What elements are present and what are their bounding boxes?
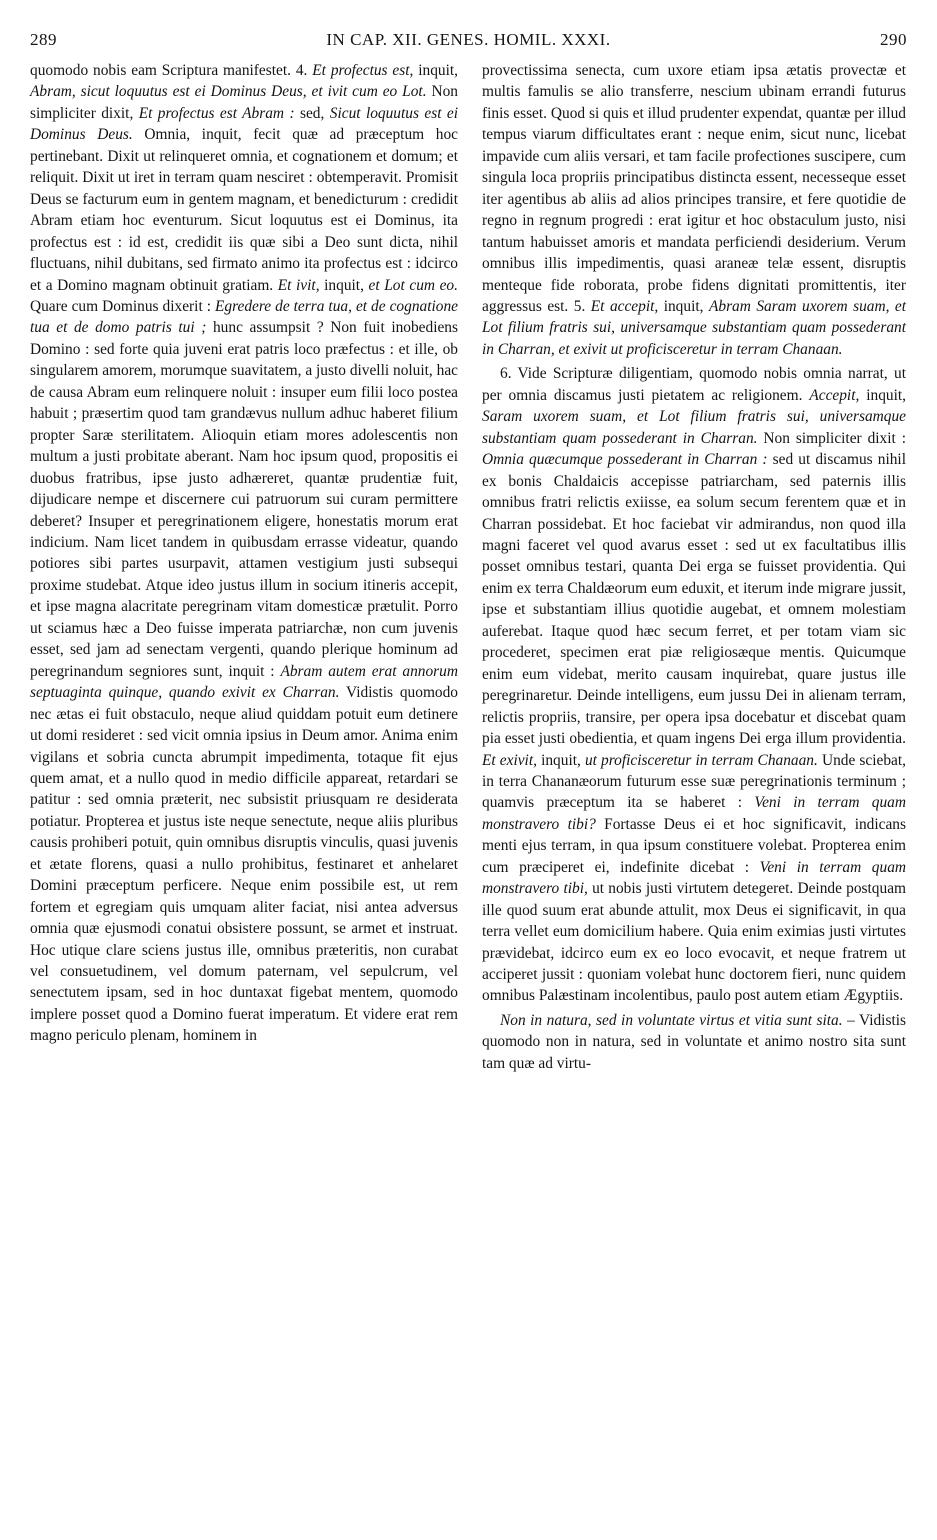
paragraph: quomodo nobis eam Scriptura manifestet. 4. Et profectus est, inquit, Abram, sicut loquutus est ei Dominus Deus, et ivit cum eo Lot. Non simpliciter dixit, Et profectus est Abram : sed, Sicut loquutus est ei Dominus Deus. Omnia, inquit, fecit quæ ad præceptum hoc pertinebant. Dixit ut relinqueret omnia, et cognationem et domum; et reliquit. Dixit ut iret in terram quam nesciret : obtemperavit. Promisit Deus se facturum eum in gentem magnam, et benedicturum : credidit Abram etiam hoc eventurum. Sicut loquutus est ei Dominus, ita profectus est : id est, credidit iis quæ sibi a Deo sunt dicta, nihil fluctuans, nihil dubitans, sed firmato animo ita profectus est : idcirco et a Domino magnam obtinuit gratiam. Et ivit, inquit, et Lot cum eo. Quare cum Dominus dixerit : Egredere de terra tua, et de cognatione tua et de domo patris tui ; hunc assumpsit ? Non fuit inobediens Domino : sed forte quia juveni erat patris loco præfectus : et ille, ob singularem amorem, morumque suavitatem, a justo divelli noluit, hac de causa Abram eum relinquere noluit : insuper eum filii loco postea habuit ; præsertim quod tam grandævus nullum adhuc haberet filium propter Saræ sterilitatem. Alioquin etiam mores adolescentis non multum a justi probitate aberant. Nam hoc ipsum quod, propositis ei duobus fratribus, ipse justo adhæreret, quantæ prudentiæ fuit, dijudicare nempe et discernere cui patruorum sui curam permittere deberet? Insuper et peregrinationem eligere, honestatis morum erat indicium. Nam licet tandem in quibusdam errasse videatur, quando potiores sibi partes usurpavit, attamen vestigium justi subsequi proxime studebat. Atque ideo justus illum in socium itineris accepit, et ipse magna alacritate peregrinam vitam domesticæ prætulit. Porro ut sciamus hæc a Deo fuisse imperata patriarchæ, non cum juvenis esset, sed jam ad senectam vergenti, quando plerique hominum ad peregrinandum segniores sunt, inquit : Abram autem erat annorum septuaginta quinque, quando exivit ex Charran. Vidistis quomodo nec ætas ei fuit obstaculo, neque aliud quiddam potuit eum detinere ut domi resideret : sed vicit omnia ipsius in Deum amor. Anima enim vigilans et sobria cuncta abrumpit impedimenta, totaque fit ejus quem amat, et a nullo quod in medio difficile appareat, retardari se patitur : sed omnia præterit, nec subsistit priusquam re desiderata potiatur. Propterea et justus iste neque senectute, neque aliis pluribus causis prohiberi potuit, quin omnibus disruptis vinculis, quasi juvenis et ætate florens, quasi a nullo prohibitus, festinaret et anhelaret Domini præceptum perficere. Neque enim possibile est, ut rem fortem et egregiam quis umquam aliter faciat, nisi antea adversus omnia quæ ejusmodi conatui obsistere possunt, se armet et instruat. Hoc utique clare sciens justus ille, omnibus præteritis, non curabat vel consuetudinem, vel domum paternam, vel sepulcrum, vel senectutem ipsam, sed in hoc duntaxat figebat mentem, quomodo implere posset quod a Domino fuerat imperatum. Et videre erat rem magno periculo plenam, hominem in	[30, 62, 458, 1045]
running-header	[30, 30, 907, 58]
paragraph-side-note: Non in natura, sed in voluntate virtus et vitia sunt sita. – Vidistis quomodo non in natura, sed in voluntate et animo nostro sita sunt tam quæ ad virtu-	[482, 1011, 906, 1072]
left-column	[30, 60, 458, 1047]
paragraph: 6. Vide Scripturæ diligentiam, quomodo nobis omnia narrat, ut per omnia discamus justi pietatem ac religionem. Accepit, inquit, Saram uxorem suam, et Lot filium fratris sui, universamque substantiam quam possederant in Charran. Non simpliciter dixit : Omnia quæcumque possederant in Charran : sed ut discamus nihil ex bonis Chaldaicis accepisse patriarcham, sed paternis illis omnibus fratri relictis exiisse, ea solum secum ferentem quæ et in Charran possidebat. Et hoc faciebat vir admirandus, non quod illa magni faceret vel quod avarus esset : sed ut ex facultatibus illis posset omnibus testari, quanta Dei erga se fuisset providentia. Qui enim ex terra Chaldæorum eum eduxit, et iterum inde migrare jussit, ipse et substantiam illius quotidie augebat, et omnem molestiam auferebat. Itaque quod hæc secum ferret, et per totam viam sic procederet, specimen erat piæ religiosæque mentis. Quicumque enim eum videbat, merito causam inquirebat, quare justus ille peregrinaretur. Deinde intelligens, eum jussu Dei in alienam terram, relictis propriis, transire, per opera ipsa docebatur et discebat quam pia esset justi obedientia, et quam ingens Dei erga illum providentia. Et exivit, inquit, ut proficisceretur in terram Chanaan. Unde sciebat, in terra Chananæorum futurum esse suæ peregrinationis terminum ; quamvis præceptum ita se haberet : Veni in terram quam monstravero tibi? Fortasse Deus ei et hoc significavit, indicans menti ejus terram, in qua ipsum constituere volebat. Propterea enim cum præciperet ei, indefinite dicebat : Veni in terram quam monstravero tibi, ut nobis justi virtutem detegeret. Deinde postquam ille quod suum erat abunde attulit, mox Deus ei significavit, in qua terra vellet eum domicilium habere. Quia enim eximias justi virtutes prævidebat, idcirco eum ex eo loco evocavit, et neque fratrem ut acciperet jussit : quoniam volebat hunc doctorem fieri, nunc quidem omnibus Palæstinam incolentibus, paulo post autem etiam Ægyptiis.	[482, 365, 906, 1005]
page-number-left: 289	[30, 30, 57, 49]
paragraph: provectissima senecta, cum uxore etiam ipsa ætatis provectæ et multis famulis se alio transferre, nescium ubinam errandi futurus finis esset. Quod si quis et illud prudenter expendat, quantæ per illud tempus viarum difficultates erant : neque enim, sicut nunc, licebat impavide cum aliis versari, et tam facile profectiones suscipere, cum singula loca propriis principatibus distincta essent, necesseque esset iter agentibus ab aliis ad alios principes transire, et fere quotidie de regno in regnum progredi : erat igitur et hoc obstaculum justo, nisi tantum habuisset amoris et mandata perficiendi desiderium. Verum omnibus illis impedimentis, quasi araneæ telæ essent, disruptis menteque fide roborata, probe fidens dignitati promittentis, iter aggressus est. 5. Et accepit, inquit, Abram Saram uxorem suam, et Lot filium fratris sui, universamque substantiam quam possederant in Charran, et exivit ut proficisceretur in terram Chanaan.	[482, 62, 907, 358]
right-column	[482, 60, 906, 1074]
running-title: IN CAP. XII. GENES. HOMIL. XXXI.	[326, 30, 611, 49]
page-number-right: 290	[880, 30, 907, 49]
